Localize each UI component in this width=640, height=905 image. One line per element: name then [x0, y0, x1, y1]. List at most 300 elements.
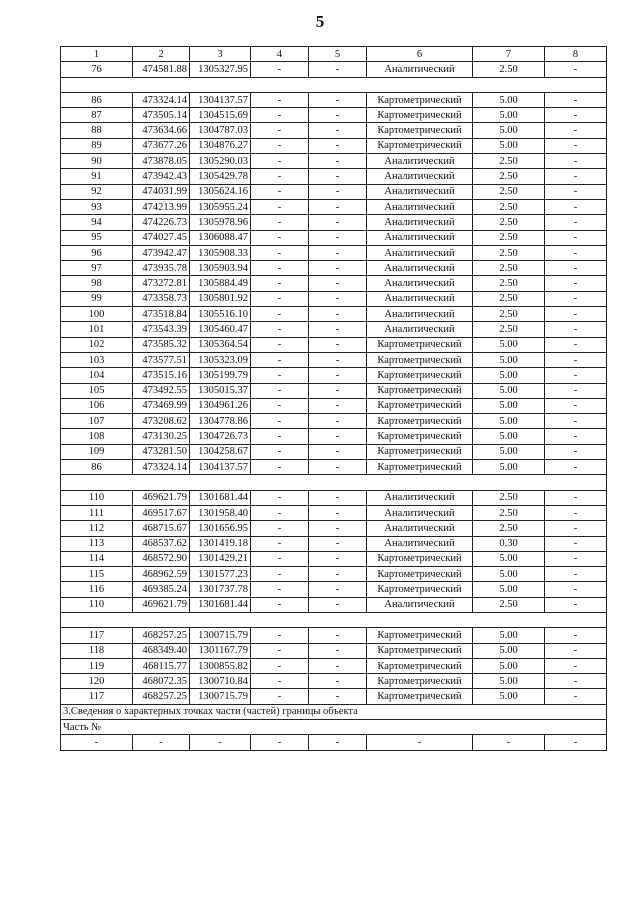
- table-cell: 5.00: [473, 429, 545, 444]
- table-cell: Аналитический: [367, 245, 473, 260]
- table-cell: 2.50: [473, 199, 545, 214]
- blank-cell: [61, 77, 607, 92]
- coordinates-table: [60, 46, 607, 751]
- table-cell: 5.00: [473, 582, 545, 597]
- table-cell: -: [251, 62, 309, 77]
- table-cell: -: [545, 490, 607, 505]
- table-cell: Аналитический: [367, 291, 473, 306]
- table-cell: 76: [61, 62, 133, 77]
- table-row: [61, 199, 607, 214]
- table-cell: -: [133, 735, 190, 750]
- table-cell: 468257.25: [133, 689, 190, 704]
- table-cell: 473677.26: [133, 138, 190, 153]
- table-cell: -: [251, 337, 309, 352]
- blank-separator-row: [61, 77, 607, 92]
- table-cell: -: [545, 368, 607, 383]
- column-header: 6: [367, 47, 473, 62]
- table-cell: Аналитический: [367, 215, 473, 230]
- table-cell: 474027.45: [133, 230, 190, 245]
- table-cell: Аналитический: [367, 322, 473, 337]
- table-cell: -: [251, 215, 309, 230]
- table-cell: Картометрический: [367, 444, 473, 459]
- table-cell: 113: [61, 536, 133, 551]
- table-cell: 2.50: [473, 154, 545, 169]
- table-cell: Аналитический: [367, 276, 473, 291]
- table-row: [61, 138, 607, 153]
- table-cell: 5.00: [473, 138, 545, 153]
- table-cell: 2.50: [473, 322, 545, 337]
- table-cell: 474226.73: [133, 215, 190, 230]
- table-row: [61, 169, 607, 184]
- table-cell: -: [251, 261, 309, 276]
- table-cell: -: [190, 735, 251, 750]
- table-cell: 117: [61, 689, 133, 704]
- table-row: [61, 108, 607, 123]
- table-cell: 99: [61, 291, 133, 306]
- table-cell: Картометрический: [367, 123, 473, 138]
- table-cell: -: [545, 567, 607, 582]
- table-cell: -: [251, 398, 309, 413]
- table-cell: 5.00: [473, 643, 545, 658]
- table-cell: -: [545, 352, 607, 367]
- section-caption: 3.Сведения о характерных точках части (частей) границы объекта: [61, 704, 607, 719]
- table-cell: -: [545, 658, 607, 673]
- table-row: [61, 368, 607, 383]
- table-cell: -: [251, 429, 309, 444]
- table-cell: 5.00: [473, 92, 545, 107]
- table-cell: 468572.90: [133, 551, 190, 566]
- table-cell: 468715.67: [133, 521, 190, 536]
- table-row: [61, 62, 607, 77]
- table-cell: 473942.43: [133, 169, 190, 184]
- table-cell: -: [309, 536, 367, 551]
- table-cell: 111: [61, 505, 133, 520]
- table-cell: 473281.50: [133, 444, 190, 459]
- table-row: [61, 307, 607, 322]
- table-cell: 1301167.79: [190, 643, 251, 658]
- table-cell: 97: [61, 261, 133, 276]
- table-cell: 2.50: [473, 261, 545, 276]
- table-cell: -: [309, 444, 367, 459]
- table-cell: -: [251, 521, 309, 536]
- table-cell: 96: [61, 245, 133, 260]
- table-cell: -: [309, 169, 367, 184]
- table-cell: -: [309, 567, 367, 582]
- blank-cell: [61, 475, 607, 490]
- table-cell: 116: [61, 582, 133, 597]
- column-header: 3: [190, 47, 251, 62]
- table-cell: -: [251, 490, 309, 505]
- table-cell: -: [309, 307, 367, 322]
- table-cell: -: [251, 230, 309, 245]
- table-cell: -: [367, 735, 473, 750]
- table-cell: -: [309, 505, 367, 520]
- table-cell: -: [251, 123, 309, 138]
- table-cell: -: [309, 368, 367, 383]
- table-cell: 120: [61, 674, 133, 689]
- table-cell: 1304787.03: [190, 123, 251, 138]
- table-row: [61, 414, 607, 429]
- table-cell: Картометрический: [367, 368, 473, 383]
- table-cell: 1305955.24: [190, 199, 251, 214]
- table-cell: -: [309, 490, 367, 505]
- table-cell: Аналитический: [367, 184, 473, 199]
- table-row: [61, 123, 607, 138]
- table-cell: -: [309, 337, 367, 352]
- table-cell: -: [309, 658, 367, 673]
- table-cell: 104: [61, 368, 133, 383]
- section-caption: Часть №: [61, 720, 607, 735]
- table-cell: 102: [61, 337, 133, 352]
- table-cell: 473942.47: [133, 245, 190, 260]
- table-cell: 468537.62: [133, 536, 190, 551]
- table-row: [61, 643, 607, 658]
- table-cell: -: [251, 199, 309, 214]
- table-cell: -: [61, 735, 133, 750]
- column-header: 2: [133, 47, 190, 62]
- table-cell: 0.30: [473, 536, 545, 551]
- table-cell: 2.50: [473, 230, 545, 245]
- table-cell: 473935.78: [133, 261, 190, 276]
- table-cell: 1305015.37: [190, 383, 251, 398]
- column-header: 1: [61, 47, 133, 62]
- table-row: [61, 505, 607, 520]
- table-cell: 474581.88: [133, 62, 190, 77]
- table-cell: -: [545, 245, 607, 260]
- table-cell: 473324.14: [133, 460, 190, 475]
- table-cell: 473324.14: [133, 92, 190, 107]
- table-cell: 1305908.33: [190, 245, 251, 260]
- column-header: 7: [473, 47, 545, 62]
- table-cell: -: [251, 505, 309, 520]
- table-cell: -: [309, 62, 367, 77]
- table-cell: -: [545, 123, 607, 138]
- table-cell: 95: [61, 230, 133, 245]
- table-cell: 5.00: [473, 444, 545, 459]
- table-cell: Картометрический: [367, 551, 473, 566]
- table-cell: 91: [61, 169, 133, 184]
- table-cell: Картометрический: [367, 414, 473, 429]
- table-cell: -: [545, 108, 607, 123]
- table-row: [61, 291, 607, 306]
- table-cell: -: [309, 108, 367, 123]
- table-cell: 118: [61, 643, 133, 658]
- table-cell: -: [309, 689, 367, 704]
- table-cell: 469385.24: [133, 582, 190, 597]
- table-cell: 1304778.86: [190, 414, 251, 429]
- table-cell: -: [545, 261, 607, 276]
- table-cell: 1300715.79: [190, 628, 251, 643]
- table-cell: 469621.79: [133, 490, 190, 505]
- table-row: [61, 215, 607, 230]
- table-cell: 2.50: [473, 276, 545, 291]
- table-row: [61, 567, 607, 582]
- table-cell: -: [545, 735, 607, 750]
- table-cell: -: [309, 215, 367, 230]
- table-cell: 1304876.27: [190, 138, 251, 153]
- table-cell: 89: [61, 138, 133, 153]
- table-row: [61, 597, 607, 612]
- table-cell: -: [545, 643, 607, 658]
- table-cell: 87: [61, 108, 133, 123]
- table-cell: Картометрический: [367, 352, 473, 367]
- table-cell: -: [545, 521, 607, 536]
- table-cell: -: [545, 215, 607, 230]
- table-cell: -: [545, 429, 607, 444]
- table-cell: 1305364.54: [190, 337, 251, 352]
- table-cell: 468349.40: [133, 643, 190, 658]
- table-cell: 5.00: [473, 368, 545, 383]
- blank-separator-row: [61, 612, 607, 627]
- table-cell: 469621.79: [133, 597, 190, 612]
- table-cell: -: [251, 735, 309, 750]
- table-cell: -: [545, 444, 607, 459]
- table-cell: 5.00: [473, 123, 545, 138]
- table-row: [61, 460, 607, 475]
- table-cell: Аналитический: [367, 521, 473, 536]
- table-cell: 469517.67: [133, 505, 190, 520]
- table-cell: 98: [61, 276, 133, 291]
- table-cell: 473469.99: [133, 398, 190, 413]
- table-row: [61, 658, 607, 673]
- table-cell: 2.50: [473, 307, 545, 322]
- table-cell: 88: [61, 123, 133, 138]
- table-row: [61, 245, 607, 260]
- section-caption-row: [61, 720, 607, 735]
- table-cell: -: [545, 276, 607, 291]
- table-cell: -: [251, 291, 309, 306]
- table-cell: 1305978.96: [190, 215, 251, 230]
- table-cell: 86: [61, 460, 133, 475]
- table-cell: 90: [61, 154, 133, 169]
- table-cell: 86: [61, 92, 133, 107]
- table-cell: -: [309, 92, 367, 107]
- table-cell: -: [251, 169, 309, 184]
- table-row: [61, 261, 607, 276]
- table-cell: 468072.35: [133, 674, 190, 689]
- table-row: [61, 337, 607, 352]
- table-cell: -: [309, 261, 367, 276]
- table-row: [61, 536, 607, 551]
- table-row: [61, 92, 607, 107]
- table-cell: 1305429.78: [190, 169, 251, 184]
- table-cell: 473543.39: [133, 322, 190, 337]
- table-cell: 1301958.40: [190, 505, 251, 520]
- table-cell: -: [309, 230, 367, 245]
- table-row: [61, 582, 607, 597]
- column-header: 5: [309, 47, 367, 62]
- column-header: 8: [545, 47, 607, 62]
- table-cell: 103: [61, 352, 133, 367]
- table-cell: 5.00: [473, 674, 545, 689]
- table-cell: 1305199.79: [190, 368, 251, 383]
- table-row: [61, 398, 607, 413]
- table-cell: 468257.25: [133, 628, 190, 643]
- table-cell: -: [545, 307, 607, 322]
- table-cell: -: [251, 276, 309, 291]
- table-cell: -: [545, 199, 607, 214]
- table-cell: Картометрический: [367, 92, 473, 107]
- table-cell: Аналитический: [367, 505, 473, 520]
- table-cell: Аналитический: [367, 154, 473, 169]
- table-cell: -: [545, 383, 607, 398]
- table-row: [61, 551, 607, 566]
- table-cell: -: [545, 322, 607, 337]
- table-cell: Картометрический: [367, 383, 473, 398]
- table-cell: Аналитический: [367, 169, 473, 184]
- table-cell: -: [309, 398, 367, 413]
- table-cell: -: [309, 154, 367, 169]
- table-cell: 92: [61, 184, 133, 199]
- table-cell: 1301429.21: [190, 551, 251, 566]
- table-cell: 1305801.92: [190, 291, 251, 306]
- table-cell: 1305327.95: [190, 62, 251, 77]
- page-number: 5: [315, 12, 325, 31]
- table-cell: 1301681.44: [190, 597, 251, 612]
- table-cell: -: [309, 322, 367, 337]
- table-cell: -: [309, 291, 367, 306]
- table-cell: -: [251, 658, 309, 673]
- table-cell: 1305903.94: [190, 261, 251, 276]
- table-cell: -: [545, 92, 607, 107]
- table-cell: 112: [61, 521, 133, 536]
- table-cell: -: [251, 628, 309, 643]
- table-cell: Картометрический: [367, 674, 473, 689]
- table-cell: 1301737.78: [190, 582, 251, 597]
- table-cell: -: [473, 735, 545, 750]
- table-cell: 473492.55: [133, 383, 190, 398]
- table-cell: Аналитический: [367, 307, 473, 322]
- table-cell: -: [251, 674, 309, 689]
- table-cell: -: [545, 551, 607, 566]
- table-cell: 2.50: [473, 490, 545, 505]
- table-cell: 110: [61, 490, 133, 505]
- table-cell: 1304137.57: [190, 460, 251, 475]
- table-cell: -: [309, 123, 367, 138]
- table-cell: 473505.14: [133, 108, 190, 123]
- table-cell: Аналитический: [367, 199, 473, 214]
- table-cell: -: [251, 352, 309, 367]
- table-cell: Картометрический: [367, 138, 473, 153]
- table-cell: 1300715.79: [190, 689, 251, 704]
- blank-cell: [61, 612, 607, 627]
- table-cell: -: [251, 582, 309, 597]
- table-cell: -: [251, 322, 309, 337]
- table-cell: -: [545, 674, 607, 689]
- table-cell: 473272.81: [133, 276, 190, 291]
- table-cell: 473634.66: [133, 123, 190, 138]
- table-cell: -: [545, 398, 607, 413]
- table-cell: 5.00: [473, 383, 545, 398]
- table-cell: -: [309, 383, 367, 398]
- table-cell: -: [545, 460, 607, 475]
- table-cell: 2.50: [473, 184, 545, 199]
- table-cell: -: [309, 429, 367, 444]
- table-cell: -: [251, 184, 309, 199]
- table-cell: Аналитический: [367, 230, 473, 245]
- table-cell: -: [545, 337, 607, 352]
- table-cell: Картометрический: [367, 337, 473, 352]
- table-row: [61, 322, 607, 337]
- table-cell: Картометрический: [367, 658, 473, 673]
- table-cell: -: [545, 414, 607, 429]
- table-cell: Картометрический: [367, 429, 473, 444]
- table-cell: -: [545, 154, 607, 169]
- table-cell: 1301577.23: [190, 567, 251, 582]
- table-row: [61, 276, 607, 291]
- table-cell: 5.00: [473, 689, 545, 704]
- table-cell: 474213.99: [133, 199, 190, 214]
- table-cell: 5.00: [473, 414, 545, 429]
- table-cell: 115: [61, 567, 133, 582]
- table-cell: 2.50: [473, 169, 545, 184]
- table-cell: -: [309, 199, 367, 214]
- table-cell: Картометрический: [367, 567, 473, 582]
- table-body: [61, 62, 607, 750]
- table-cell: 1301656.95: [190, 521, 251, 536]
- table-cell: 2.50: [473, 62, 545, 77]
- table-cell: 109: [61, 444, 133, 459]
- table-cell: -: [309, 735, 367, 750]
- table-cell: 5.00: [473, 398, 545, 413]
- table-cell: -: [251, 383, 309, 398]
- table-cell: 1304137.57: [190, 92, 251, 107]
- table-cell: -: [309, 184, 367, 199]
- table-cell: -: [545, 169, 607, 184]
- table-cell: -: [251, 551, 309, 566]
- table-cell: 1305460.47: [190, 322, 251, 337]
- table-cell: 1304258.67: [190, 444, 251, 459]
- table-cell: 468115.77: [133, 658, 190, 673]
- table-row: [61, 444, 607, 459]
- table-cell: -: [251, 154, 309, 169]
- table-cell: 100: [61, 307, 133, 322]
- table-cell: 1305516.10: [190, 307, 251, 322]
- table-row: [61, 383, 607, 398]
- table-cell: Аналитический: [367, 261, 473, 276]
- table-cell: 5.00: [473, 628, 545, 643]
- table-cell: 5.00: [473, 352, 545, 367]
- table-cell: -: [251, 414, 309, 429]
- table-cell: 2.50: [473, 521, 545, 536]
- table-cell: 1304726.73: [190, 429, 251, 444]
- table-cell: Аналитический: [367, 536, 473, 551]
- table-cell: 1306088.47: [190, 230, 251, 245]
- table-cell: 5.00: [473, 658, 545, 673]
- table-cell: -: [309, 460, 367, 475]
- table-cell: -: [251, 92, 309, 107]
- table-cell: 473518.84: [133, 307, 190, 322]
- table-cell: -: [251, 536, 309, 551]
- table-cell: -: [545, 597, 607, 612]
- table-cell: -: [309, 276, 367, 291]
- table-cell: 473577.51: [133, 352, 190, 367]
- table-cell: -: [309, 643, 367, 658]
- table-cell: Аналитический: [367, 62, 473, 77]
- table-cell: 2.50: [473, 291, 545, 306]
- table-cell: Картометрический: [367, 460, 473, 475]
- table-cell: 1304515.69: [190, 108, 251, 123]
- table-cell: -: [251, 689, 309, 704]
- table-cell: 5.00: [473, 108, 545, 123]
- table-cell: 106: [61, 398, 133, 413]
- table-cell: -: [309, 245, 367, 260]
- table-cell: -: [251, 460, 309, 475]
- table-cell: 5.00: [473, 337, 545, 352]
- table-cell: 110: [61, 597, 133, 612]
- table-cell: -: [309, 628, 367, 643]
- table-cell: Аналитический: [367, 490, 473, 505]
